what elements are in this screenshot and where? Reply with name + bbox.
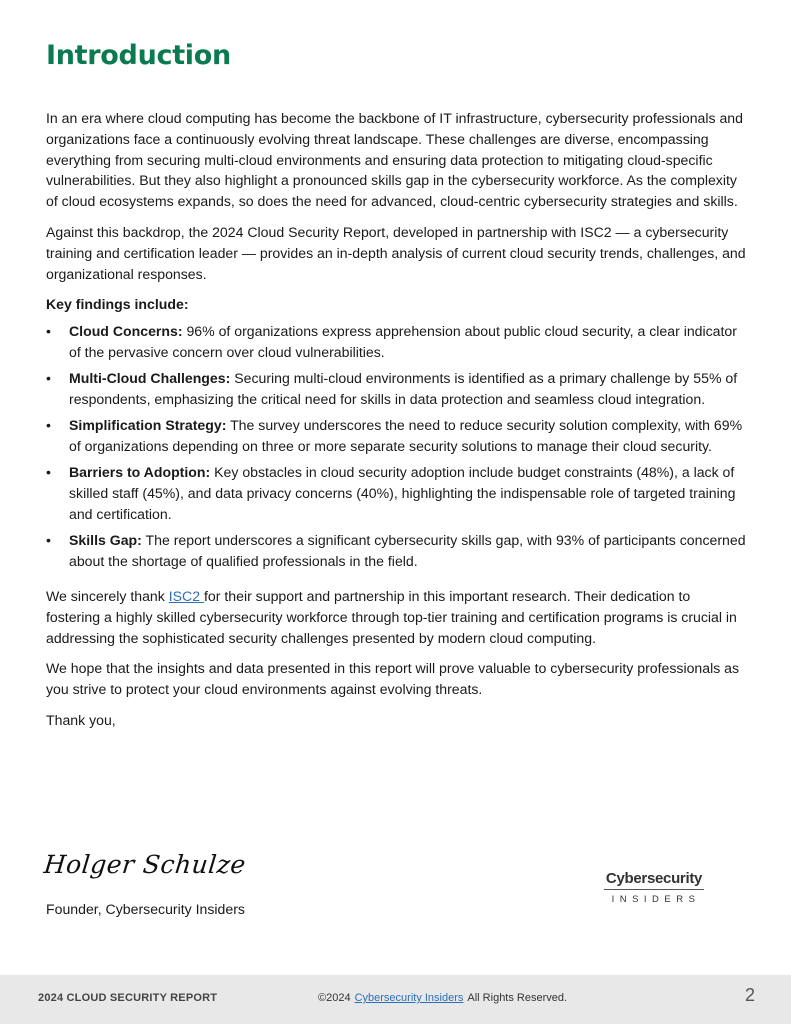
bullet-icon: • xyxy=(46,417,51,434)
cybersecurity-insiders-logo xyxy=(604,870,704,905)
intro-paragraph-1: In an era where cloud computing has become the backbone of IT infrastructure, cybersecurity professionals and organizations face a continuously evolving threat landscape. These challenges are diverse, encompassing everything from securing multi-cloud environments and ensuring data protection to mitigating cloud-specific vulnerabilities. But they also highlight a pronounced skills gap in the cybersecurity workforce. As the complexity of cloud ecosystems expands, so does the need for advanced, cloud-centric cybersecurity strategies and skills. xyxy=(46,110,743,210)
finding-item xyxy=(46,368,746,410)
bullet-icon: • xyxy=(46,370,51,387)
bullet-icon: • xyxy=(46,464,51,481)
page-title: Introduction xyxy=(46,40,231,71)
finding-text: The report underscores a significant cybersecurity skills gap, with 93% of participants concerned about the shortage of qualified professionals in the field. xyxy=(69,532,746,570)
logo-wordmark-bottom: INSIDERS xyxy=(611,894,701,905)
body-content xyxy=(46,108,746,741)
finding-item xyxy=(46,415,746,457)
key-findings-list xyxy=(46,321,746,572)
key-findings-heading: Key findings include: xyxy=(46,296,189,313)
finding-item xyxy=(46,462,746,524)
logo-wordmark-top: Cybersecurity xyxy=(604,870,704,890)
finding-label: Multi-Cloud Challenges: xyxy=(69,370,231,387)
sign-off: Thank you, xyxy=(46,711,116,728)
closing-paragraph: We hope that the insights and data presented in this report will prove valuable to cybersecurity professionals as you strive to protect your cloud environments against evolving threats. xyxy=(46,660,740,698)
thanks-paragraph xyxy=(46,586,746,648)
finding-label: Barriers to Adoption: xyxy=(69,464,211,481)
copyright-suffix: All Rights Reserved. xyxy=(467,992,568,1004)
thanks-text-after: for their support and partnership in this important research. Their dedication to fostering a highly skilled cybersecurity workforce through top-tier training and certification programs is crucial in addressing the sophisticated security challenges presented by modern cloud computing. xyxy=(46,587,737,646)
signature: Holger Schulze xyxy=(42,850,248,879)
finding-label: Skills Gap: xyxy=(69,532,142,549)
bullet-icon: • xyxy=(46,323,51,340)
finding-item xyxy=(46,321,746,363)
isc2-link[interactable]: ISC2 xyxy=(168,587,204,604)
signer-role: Founder, Cybersecurity Insiders xyxy=(46,901,245,917)
copyright-year: ©2024 xyxy=(318,992,351,1004)
footer-copyright xyxy=(318,992,567,1004)
footer-report-name: 2024 CLOUD SECURITY REPORT xyxy=(38,992,218,1004)
page-footer xyxy=(0,975,791,1024)
finding-text: The survey underscores the need to reduce security solution complexity, with 69% of organizations depending on three or more separate security solutions to manage their cloud security. xyxy=(69,417,743,455)
intro-paragraph-2: Against this backdrop, the 2024 Cloud Security Report, developed in partnership with ISC2 — a cybersecurity training and certification leader — provides an in-depth analysis of current cloud security trends, challenges, and organizational responses. xyxy=(46,223,746,282)
finding-label: Simplification Strategy: xyxy=(69,417,227,434)
finding-text: Securing multi-cloud environments is identified as a primary challenge by 55% of respondents, emphasizing the critical need for skills in data protection and seamless cloud integration. xyxy=(69,370,738,408)
bullet-icon: • xyxy=(46,532,51,549)
finding-text: 96% of organizations express apprehension about public cloud security, a clear indicator of the pervasive concern over cloud vulnerabilities. xyxy=(69,323,737,360)
thanks-text-before: We sincerely thank xyxy=(46,587,169,604)
cybersecurity-insiders-link[interactable]: Cybersecurity Insiders xyxy=(354,992,464,1004)
finding-label: Cloud Concerns: xyxy=(69,323,183,340)
page-number: 2 xyxy=(745,985,756,1005)
finding-item xyxy=(46,530,746,572)
finding-text: Key obstacles in cloud security adoption include budget constraints (48%), a lack of skilled staff (45%), and data privacy concerns (40%), highlighting the indispensable role of targeted training and certification. xyxy=(69,464,736,523)
